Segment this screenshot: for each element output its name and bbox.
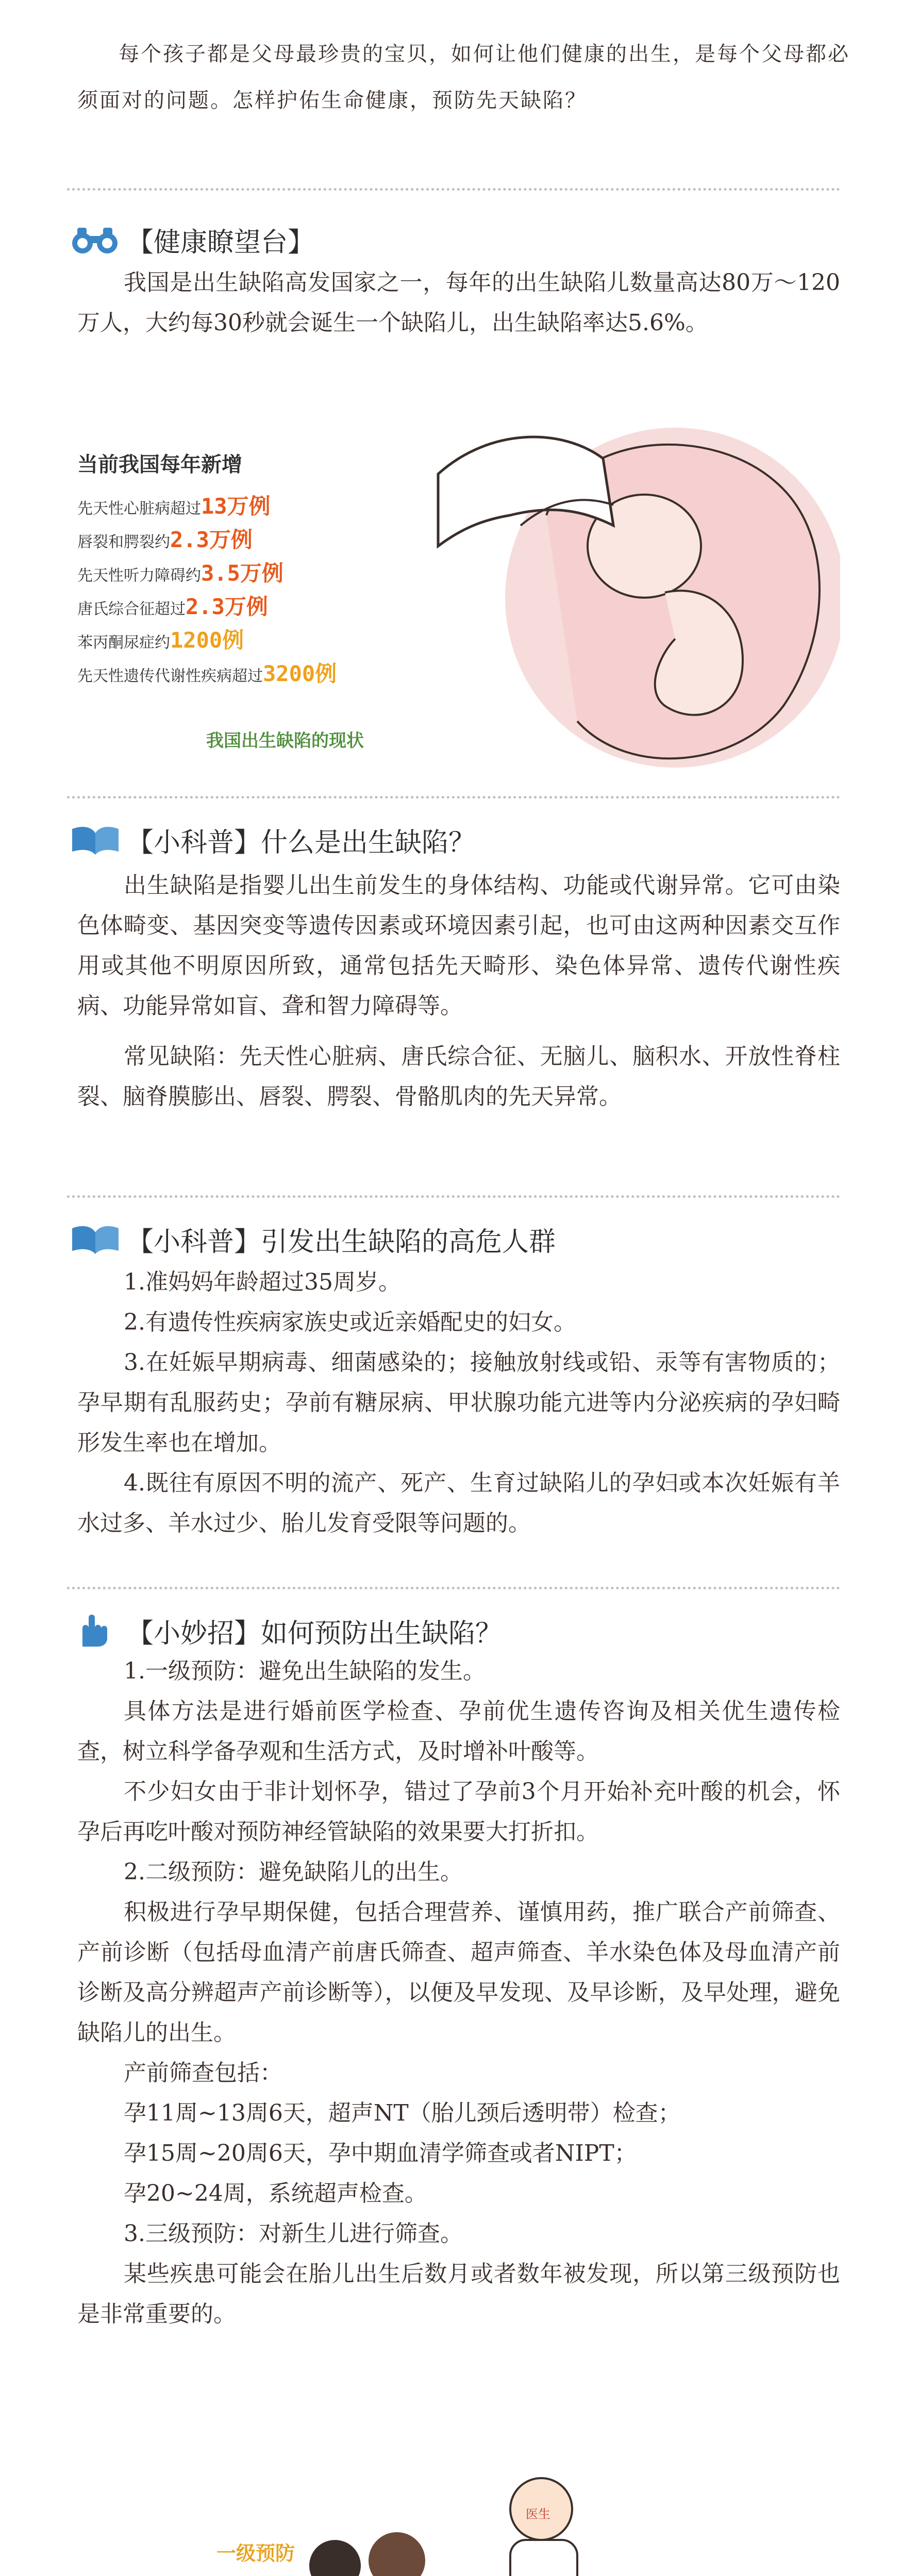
stat-row: 苯丙酮尿症约1200例 [77,628,244,653]
binoculars-icon [67,222,124,258]
prevention-illustration [67,2463,840,2576]
section-title: 【小妙招】如何预防出生缺陷？ [127,1618,503,1649]
paragraph: 孕11周~13周6天，超声NT（胎儿颈后透明带）检查； [124,2100,681,2126]
paragraph: 我国是出生缺陷高发国家之一，每年的出生缺陷儿数量高达80万～120万人，大约每30秒就会诞生一个缺陷儿，出生缺陷率达5.6%。 [77,269,840,336]
intro-text: 每个孩子都是父母最珍贵的宝贝，如何让他们健康的出生，是每个父母都必须面对的问题。怎样护佑生命健康，预防先天缺陷？ [77,42,850,112]
paragraph: 3.在妊娠早期病毒、细菌感染的；接触放射线或铅、汞等有害物质的；孕早期有乱服药史；孕前有糖尿病、甲状腺功能亢进等内分泌疾病的孕妇畸形发生率也在增加。 [77,1349,840,1456]
paragraph: 1.准妈妈年龄超过35周岁。 [124,1269,401,1295]
open-book-icon [67,1221,124,1257]
paragraph: 产前筛查包括： [124,2060,282,2086]
paragraph: 2.二级预防：避免缺陷儿的出生。 [124,1859,463,1885]
figure-caption: 我国出生缺陷的现状 [206,731,364,751]
section-body [77,263,840,343]
stat-row: 先天性听力障碍约3.5万例 [77,561,283,586]
paragraph: 孕20~24周，系统超声检查。 [124,2180,427,2207]
paragraph: 1.一级预防：避免出生缺陷的发生。 [124,1658,486,1684]
divider [67,796,840,799]
paragraph: 出生缺陷是指婴儿出生前发生的身体结构、功能或代谢异常。它可由染色体畸变、基因突变等遗传因素或环境因素引起，也可由这两种因素交互作用或其他不明原因所致，通常包括先天畸形、染色体异常、遗传代谢性疾病、功能异常如盲、聋和智力障碍等。 [77,872,840,1019]
section-header-health [67,219,314,260]
stat-row: 先天性心脏病超过13万例 [77,494,271,519]
section-title: 【小科普】引发出生缺陷的高危人群 [127,1226,556,1258]
stats-title: 当前我国每年新增 [77,453,242,477]
open-book-icon [67,822,124,858]
divider [67,1195,840,1198]
paragraph: 不少妇女由于非计划怀孕，错过了孕前3个月开始补充叶酸的机会，怀孕后再吃叶酸对预防神经管缺陷的效果要大打折扣。 [77,1778,840,1845]
section-title: 【小科普】什么是出生缺陷？ [127,827,476,858]
paragraph: 2.有遗传性疾病家族史或近亲婚配史的妇女。 [124,1309,576,1335]
paragraph: 积极进行孕早期保健，包括合理营养、谨慎用药，推广联合产前筛查、产前诊断（包括母血清产前唐氏筛查、超声筛查、羊水染色体及母血清产前诊断及高分辨超声产前诊断等），以便及早发现、及早诊断，及早处理，避免缺陷儿的出生。 [77,1899,840,2046]
section-header-risk [67,1218,556,1260]
paragraph: 孕15周~20周6天，孕中期血清学筛查或者NIPT； [124,2140,637,2166]
section-header-science [67,819,475,860]
paragraph: 3.三级预防：对新生儿进行筛查。 [124,2221,463,2247]
divider [67,188,840,191]
stat-row: 先天性遗传代谢性疾病超过3200例 [77,661,337,686]
hand-point-icon [67,1613,124,1649]
paragraph: 某些疾患可能会在胎儿出生后数月或者数年被发现，所以第三级预防也是非常重要的。 [77,2261,840,2327]
section-body [77,1262,840,1544]
level-label-first: 一级预防 [216,2542,295,2565]
paragraph: 常见缺陷：先天性心脏病、唐氏综合征、无脑儿、脑积水、开放性脊柱裂、脑脊膜膨出、唇裂、腭裂、骨骼肌肉的先天异常。 [77,1043,840,1110]
stat-row: 唐氏综合征超过2.3万例 [77,594,268,619]
paragraph: 具体方法是进行婚前医学检查、孕前优生遗传咨询及相关优生遗传检查，树立科学备孕观和生活方式，及时增补叶酸等。 [77,1698,840,1765]
paragraph: 4.既往有原因不明的流产、死产、生育过缺陷儿的孕妇或本次妊娠有羊水过多、羊水过少、胎儿发育受限等问题的。 [77,1470,840,1536]
section-body [77,1651,840,2334]
doctor-badge: 医生 [526,2507,550,2521]
stat-row: 唇裂和腭裂约2.3万例 [77,527,253,552]
divider [67,1587,840,1589]
section-title: 【健康瞭望台】 [127,227,315,258]
section-body [77,866,840,1117]
section-header-tips [67,1610,502,1651]
